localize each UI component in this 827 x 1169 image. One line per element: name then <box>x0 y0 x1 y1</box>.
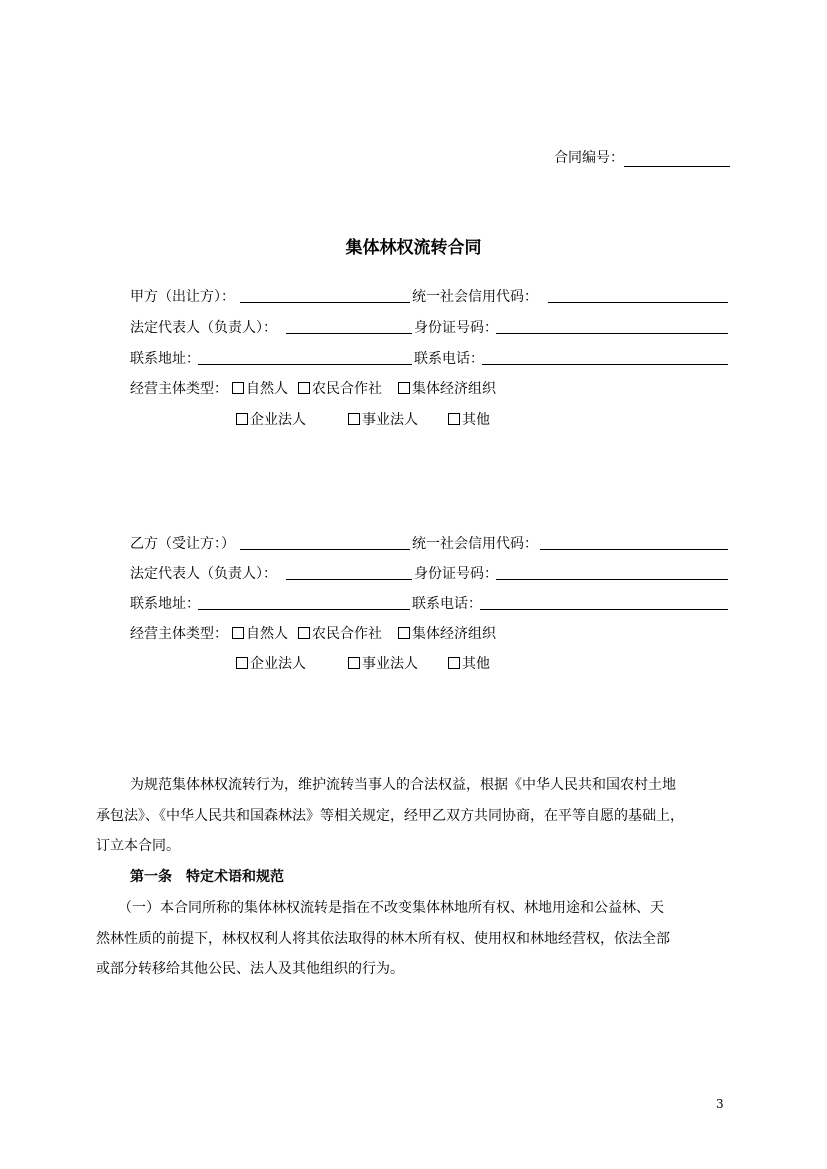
checkbox-icon[interactable] <box>236 657 248 669</box>
checkbox-icon[interactable] <box>448 413 460 425</box>
contract-number-field <box>554 147 730 167</box>
party-a-option-collective-org[interactable]: 集体经济组织 <box>398 378 496 398</box>
party-b-option-cooperative[interactable]: 农民合作社 <box>298 623 382 643</box>
checkbox-icon[interactable] <box>348 657 360 669</box>
party-b-rep-label: 法定代表人（负责人）： <box>130 566 277 582</box>
party-a-name-row <box>130 286 728 306</box>
party-a-id-label: 身份证号码： <box>414 320 498 336</box>
party-b-phone-blank[interactable] <box>480 609 728 610</box>
party-a-address-row <box>130 348 728 368</box>
party-a-option-natural-person[interactable]: 自然人 <box>232 378 288 398</box>
party-b-option-other[interactable]: 其他 <box>448 653 490 673</box>
party-a-rep-row <box>130 317 728 337</box>
party-a-option-cooperative[interactable]: 农民合作社 <box>298 378 382 398</box>
party-a-phone-blank[interactable] <box>482 364 728 365</box>
article-1-line: 然林性质的前提下，林权权利人将其依法取得的林木所有权、使用权和林地经营权，依法全部 <box>96 930 670 947</box>
preamble-paragraph <box>96 770 728 862</box>
party-b-option-natural-person[interactable]: 自然人 <box>232 623 288 643</box>
preamble-line: 订立本合同。 <box>96 838 180 854</box>
page-number: 3 <box>716 1097 724 1111</box>
preamble-line: 为规范集体林权流转行为，维护流转当事人的合法权益，根据《中华人民共和国农村土地 <box>130 777 676 793</box>
party-b-entity-type-row-2 <box>130 653 728 673</box>
preamble-line: 承包法》、《中华人民共和国森林法》等相关规定，经甲乙双方共同协商，在平等自愿的基础上， <box>96 807 684 824</box>
party-a-option-institution[interactable]: 事业法人 <box>348 409 418 429</box>
party-b-credit-code-blank[interactable] <box>540 549 728 550</box>
party-a-name-blank[interactable] <box>240 302 410 303</box>
party-a-credit-code-blank[interactable] <box>548 302 728 303</box>
party-b-name-label: 乙方（受让方：） <box>130 536 235 552</box>
party-a-address-blank[interactable] <box>198 364 412 365</box>
party-a-phone-label: 联系电话： <box>414 351 484 367</box>
party-a-rep-label: 法定代表人（负责人）： <box>130 320 277 336</box>
party-a-entity-type-label: 经营主体类型： <box>130 381 228 397</box>
party-a-entity-type-row <box>130 378 728 398</box>
article-1-line: （一）本合同所称的集体林权流转是指在不改变集体林地所有权、林地用途和公益林、天 <box>118 900 664 916</box>
party-a-credit-code-label: 统一社会信用代码： <box>412 289 538 305</box>
checkbox-icon[interactable] <box>232 382 244 394</box>
party-b-entity-type-row <box>130 623 728 643</box>
party-a-address-label: 联系地址： <box>130 351 200 367</box>
contract-number-label: 合同编号： <box>554 150 624 166</box>
party-b-id-blank[interactable] <box>496 579 728 580</box>
party-b-address-blank[interactable] <box>198 609 410 610</box>
party-b-name-row <box>130 533 728 553</box>
party-b-id-label: 身份证号码： <box>414 566 498 582</box>
checkbox-icon[interactable] <box>348 413 360 425</box>
party-a-entity-type-row-2 <box>130 409 728 429</box>
party-b-option-institution[interactable]: 事业法人 <box>348 653 418 673</box>
checkbox-icon[interactable] <box>298 382 310 394</box>
article-1-paragraph <box>96 893 728 985</box>
document-title: 集体林权流转合同 <box>345 238 482 258</box>
article-1-heading: 第一条 特定术语和规范 <box>130 869 284 885</box>
contract-number-blank[interactable] <box>624 152 730 167</box>
party-b-name-blank[interactable] <box>240 549 410 550</box>
party-b-address-label: 联系地址： <box>130 596 200 612</box>
party-b-phone-label: 联系电话： <box>412 596 482 612</box>
party-b-address-row <box>130 593 728 613</box>
party-a-option-other[interactable]: 其他 <box>448 409 490 429</box>
checkbox-icon[interactable] <box>398 382 410 394</box>
checkbox-icon[interactable] <box>232 627 244 639</box>
checkbox-icon[interactable] <box>236 413 248 425</box>
party-b-rep-row <box>130 563 728 583</box>
party-a-name-label: 甲方（出让方）： <box>130 289 235 305</box>
checkbox-icon[interactable] <box>448 657 460 669</box>
checkbox-icon[interactable] <box>298 627 310 639</box>
party-b-option-enterprise[interactable]: 企业法人 <box>236 653 306 673</box>
article-1-line: 或部分转移给其他公民、法人及其他组织的行为。 <box>96 961 404 977</box>
party-b-credit-code-label: 统一社会信用代码： <box>412 536 538 552</box>
party-a-id-blank[interactable] <box>496 333 728 334</box>
party-a-rep-blank[interactable] <box>286 333 412 334</box>
party-b-option-collective-org[interactable]: 集体经济组织 <box>398 623 496 643</box>
party-b-entity-type-label: 经营主体类型： <box>130 626 228 642</box>
checkbox-icon[interactable] <box>398 627 410 639</box>
party-b-rep-blank[interactable] <box>286 579 412 580</box>
party-a-option-enterprise[interactable]: 企业法人 <box>236 409 306 429</box>
